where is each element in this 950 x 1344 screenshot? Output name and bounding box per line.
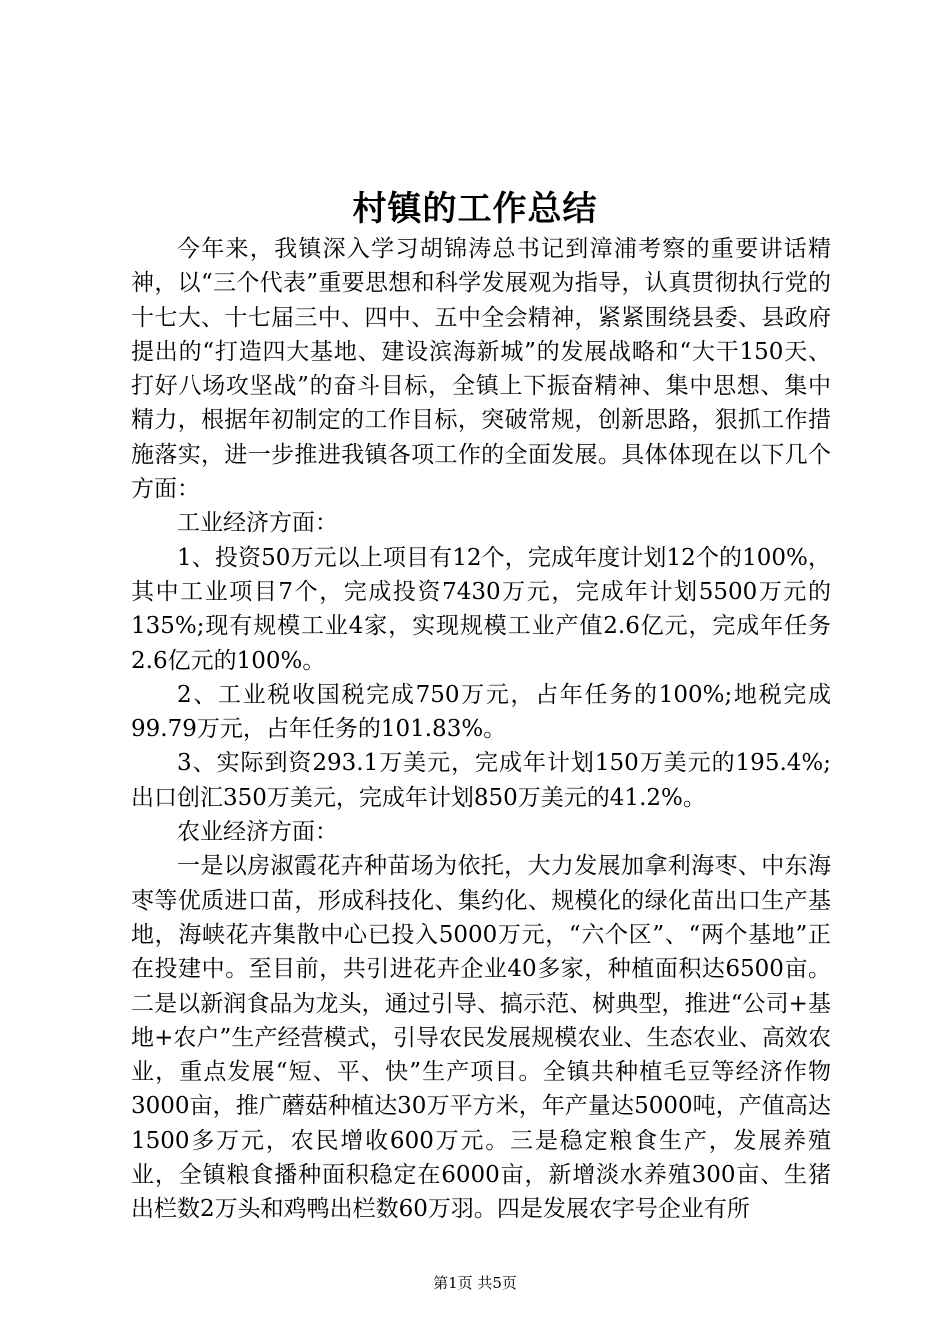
paragraph-industry-2: 2、工业税收国税完成750万元，占年任务的100%;地税完成99.79万元，占年任务的101.83%。 bbox=[131, 681, 831, 743]
section-heading-industry: 工业经济方面： bbox=[177, 510, 338, 537]
page-footer: 第1页 共5页 bbox=[433, 1274, 517, 1292]
paragraph-intro: 今年来，我镇深入学习胡锦涛总书记到漳浦考察的重要讲话精神，以“三个代表”重要思想和科学发展观为指导，认真贯彻执行党的十七大、十七届三中、四中、五中全会精神，紧紧围绕县委、县政府提出的“打造四大基地、建设滨海新城”的发展战略和“大干150天、打好八场攻坚战”的奋斗目标，全镇上下振奋精神、集中思想、集中精力，根据年初制定的工作目标，突破常规，创新思路，狠抓工作措施落实，进一步推进我镇各项工作的全面发展。具体体现在以下几个方面： bbox=[131, 236, 831, 503]
paragraph-agriculture: 一是以房淑霞花卉种苗场为依托，大力发展加拿利海枣、中东海枣等优质进口苗，形成科技化、集约化、规模化的绿化苗出口生产基地，海峡花卉集散中心已投入5000万元，“六个区”、“两个基地”正在投建中。至目前，共引进花卉企业40多家，种植面积达6500亩。二是以新润食品为龙头，通过引导、搞示范、树典型，推进“公司+基地+农户”生产经营模式，引导农民发展规模农业、生态农业、高效农业，重点发展“短、平、快”生产项目。全镇共种植毛豆等经济作物3000亩，推广蘑菇种植达30万平方米，年产量达5000吨，产值高达1500多万元，农民增收600万元。三是稳定粮食生产，发展养殖业，全镇粮食播种面积稳定在6000亩，新增淡水养殖300亩、生猪出栏数2万头和鸡鸭出栏数60万羽。四是发展农字号企业有所 bbox=[131, 853, 831, 1223]
paragraph-industry-3: 3、实际到资293.1万美元，完成年计划150万美元的195.4%;出口创汇350万美元，完成年计划850万美元的41.2%。 bbox=[131, 750, 831, 811]
document-title: 村镇的工作总结 bbox=[352, 189, 598, 229]
section-heading-agriculture: 农业经济方面： bbox=[177, 819, 338, 846]
document-body bbox=[131, 232, 831, 1227]
paragraph-industry-1: 1、投资50万元以上项目有12个，完成年度计划12个的100%，其中工业项目7个，完成投资7430万元，完成年计划5500万元的135%;现有规模工业4家，实现规模工业产值2.6亿元，完成年任务2.6亿元的100%。 bbox=[131, 544, 831, 674]
